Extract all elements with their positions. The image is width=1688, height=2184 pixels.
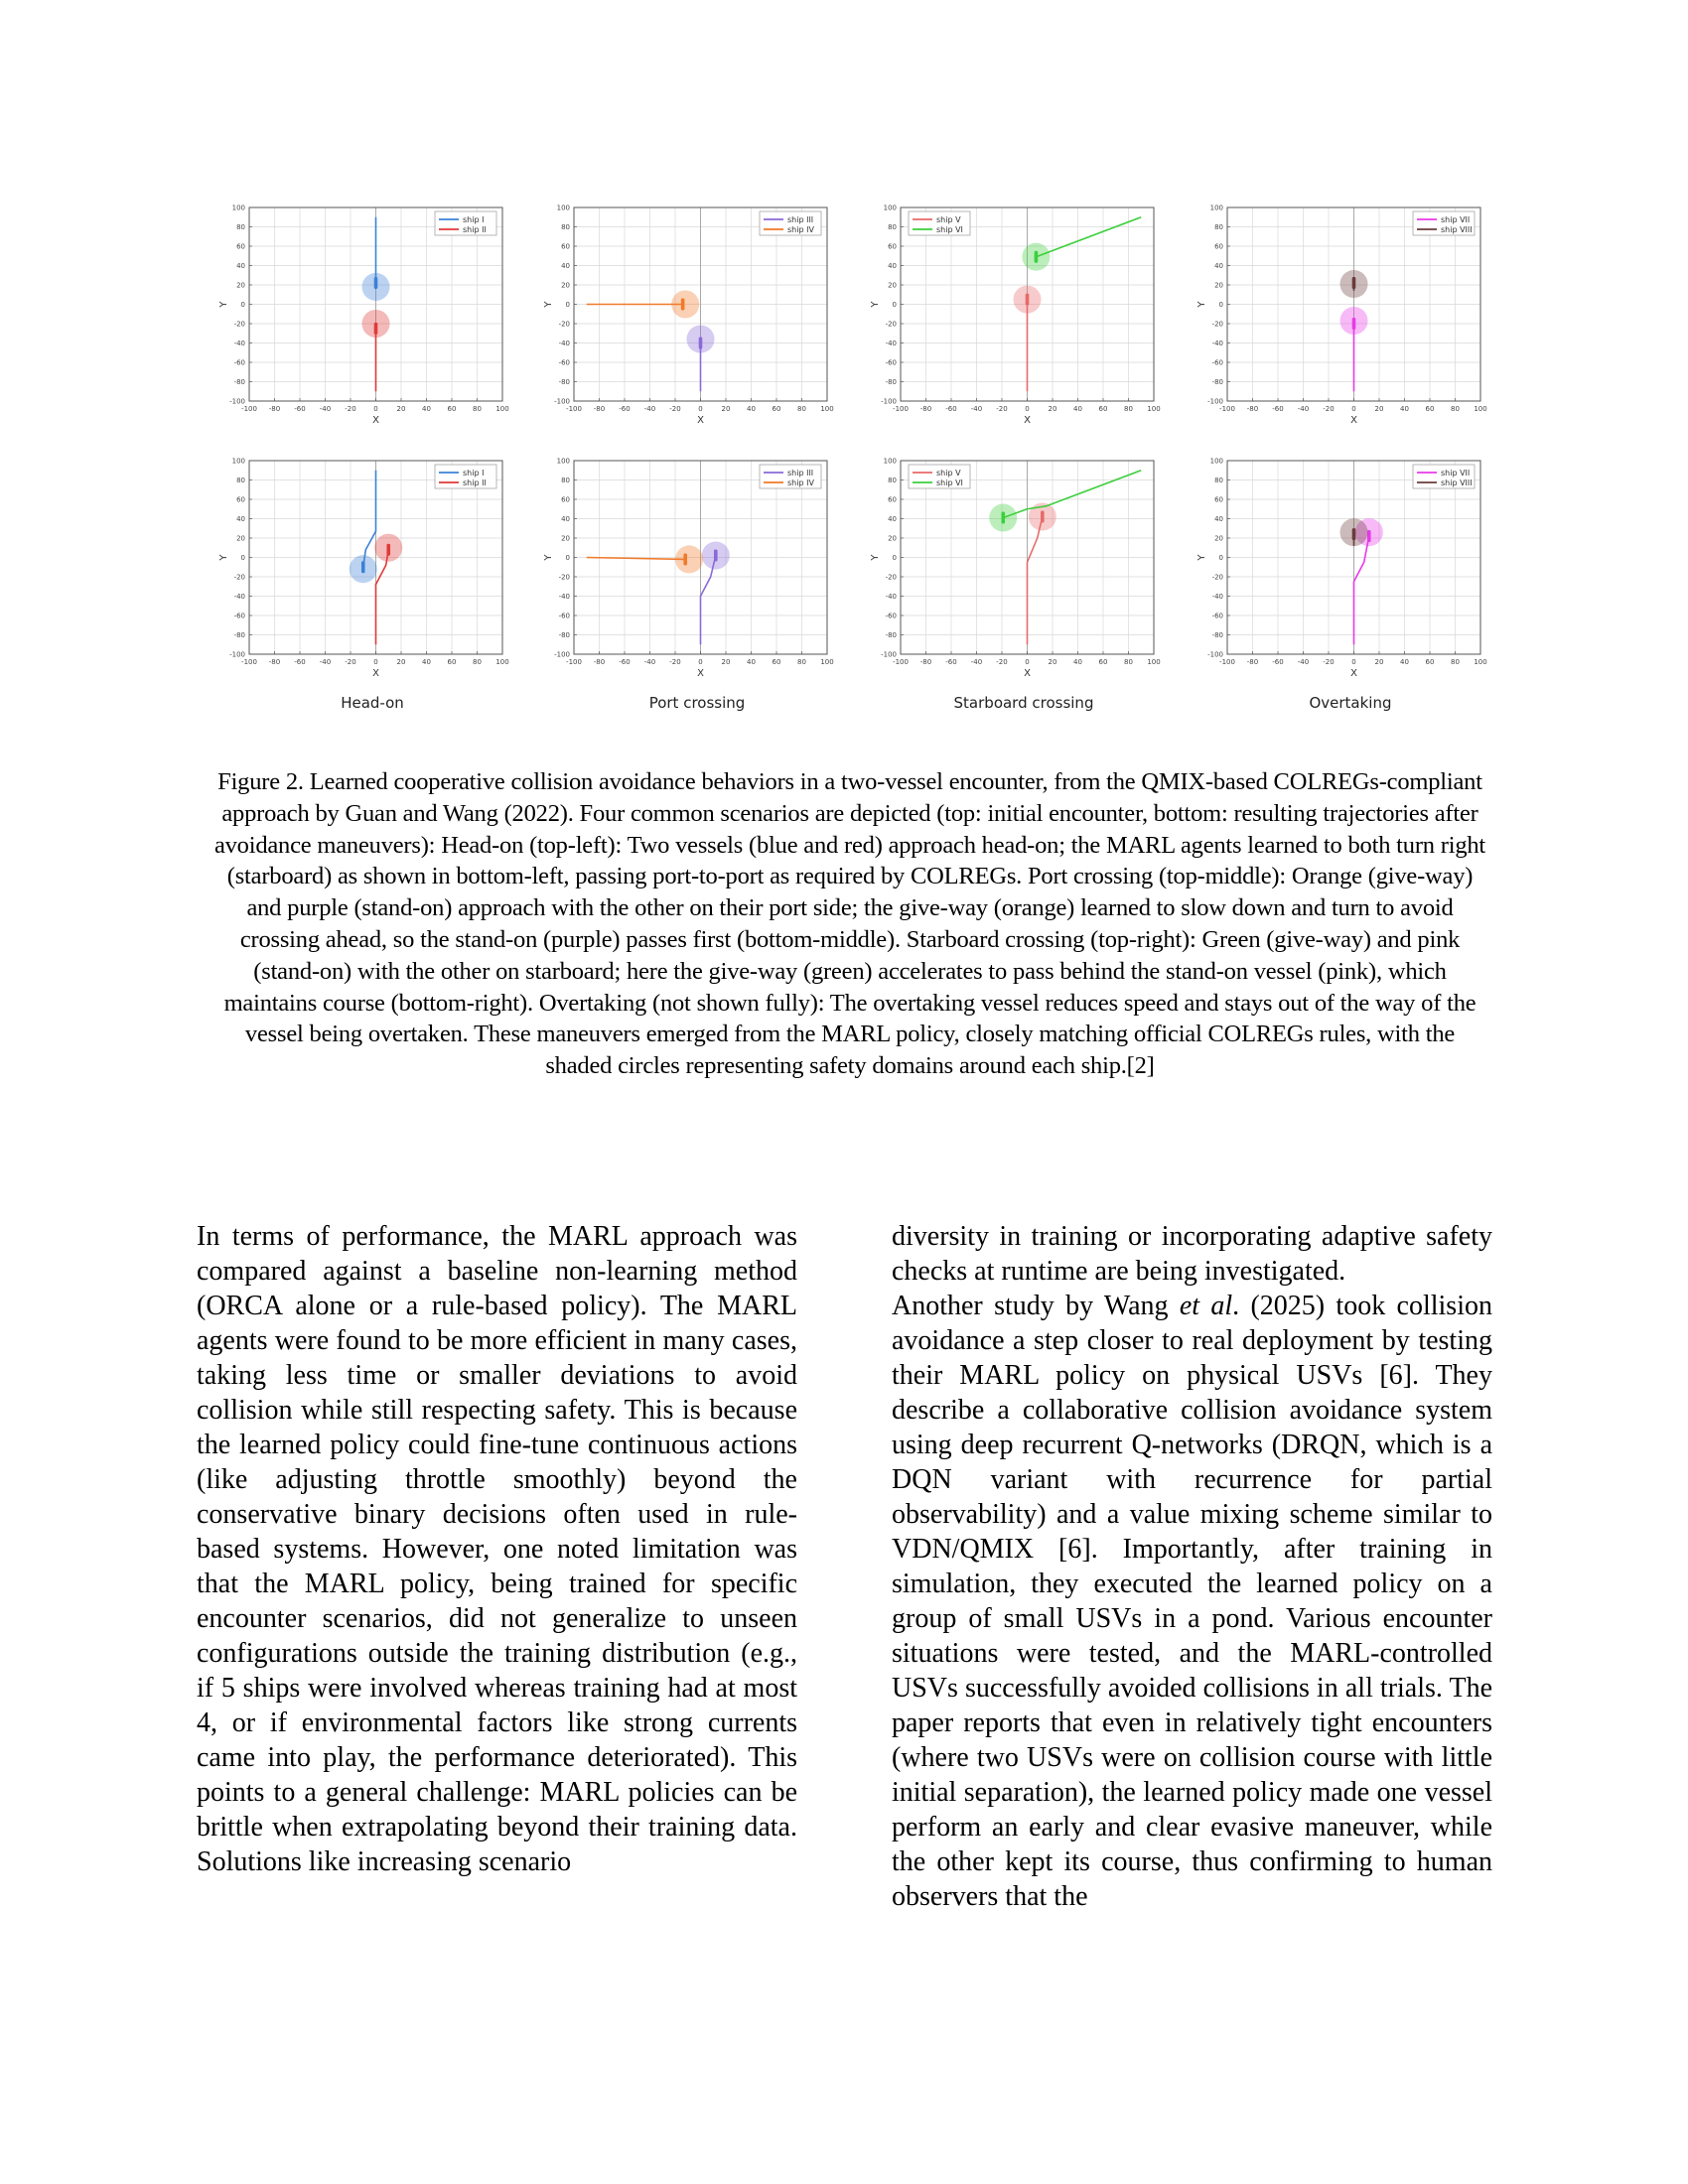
- svg-text:-40: -40: [319, 405, 332, 413]
- svg-text:60: 60: [1214, 495, 1223, 504]
- svg-text:-40: -40: [885, 593, 897, 601]
- svg-text:-100: -100: [1219, 405, 1235, 413]
- svg-text:20: 20: [236, 281, 245, 290]
- svg-text:-80: -80: [558, 631, 570, 639]
- svg-text:-40: -40: [885, 340, 897, 347]
- svg-text:100: 100: [495, 405, 509, 413]
- svg-text:Y: Y: [218, 301, 229, 308]
- svg-text:-20: -20: [1323, 658, 1335, 666]
- svg-text:-40: -40: [233, 593, 245, 601]
- svg-text:60: 60: [561, 495, 570, 504]
- svg-text:ship III: ship III: [787, 469, 814, 478]
- svg-text:40: 40: [1400, 405, 1409, 413]
- svg-text:-100: -100: [229, 397, 245, 406]
- svg-text:100: 100: [231, 457, 245, 466]
- svg-text:0: 0: [698, 405, 703, 413]
- svg-text:-100: -100: [1207, 397, 1223, 406]
- svg-text:60: 60: [888, 495, 897, 504]
- svg-text:Y: Y: [218, 554, 229, 561]
- svg-text:-40: -40: [558, 593, 570, 601]
- svg-text:0: 0: [892, 554, 897, 562]
- svg-text:0: 0: [240, 301, 245, 309]
- svg-text:100: 100: [495, 658, 509, 666]
- svg-text:0: 0: [1351, 405, 1356, 413]
- svg-text:40: 40: [1214, 515, 1223, 523]
- svg-text:20: 20: [721, 658, 731, 666]
- svg-text:100: 100: [1147, 658, 1161, 666]
- svg-text:-20: -20: [558, 320, 570, 329]
- svg-text:20: 20: [1374, 405, 1384, 413]
- svg-text:80: 80: [236, 477, 245, 484]
- svg-text:-60: -60: [619, 405, 631, 413]
- svg-text:20: 20: [561, 534, 570, 543]
- svg-text:-100: -100: [893, 405, 909, 413]
- svg-text:-80: -80: [1211, 631, 1223, 639]
- svg-text:-60: -60: [294, 658, 306, 666]
- svg-text:ship I: ship I: [463, 469, 485, 478]
- svg-text:X: X: [697, 668, 704, 679]
- svg-text:20: 20: [1048, 405, 1057, 413]
- svg-text:-80: -80: [268, 405, 281, 413]
- svg-text:60: 60: [447, 405, 457, 413]
- svg-text:0: 0: [1025, 405, 1030, 413]
- svg-text:-80: -80: [919, 405, 932, 413]
- svg-text:20: 20: [721, 405, 731, 413]
- trajectory-plot: [1192, 194, 1509, 427]
- svg-text:-60: -60: [1211, 358, 1223, 367]
- svg-text:-20: -20: [996, 658, 1008, 666]
- svg-text:-40: -40: [1211, 593, 1223, 601]
- svg-text:ship V: ship V: [936, 215, 961, 224]
- svg-text:40: 40: [561, 262, 570, 270]
- trajectory-plot: [538, 194, 856, 427]
- svg-text:100: 100: [883, 204, 897, 212]
- svg-text:20: 20: [1374, 658, 1384, 666]
- svg-text:-60: -60: [1211, 612, 1223, 620]
- plot-head-on-initial: [213, 194, 531, 427]
- svg-text:-80: -80: [268, 658, 281, 666]
- trajectory-plot: [865, 447, 1183, 680]
- svg-text:-20: -20: [885, 573, 897, 582]
- svg-text:ship III: ship III: [787, 215, 814, 224]
- plot-starboard-crossing-after: [865, 447, 1183, 680]
- svg-text:-20: -20: [345, 658, 356, 666]
- svg-text:X: X: [372, 415, 379, 426]
- svg-text:-100: -100: [1207, 650, 1223, 659]
- svg-text:-20: -20: [669, 658, 681, 666]
- svg-text:40: 40: [1400, 658, 1409, 666]
- svg-text:-60: -60: [945, 658, 957, 666]
- svg-text:80: 80: [236, 223, 245, 231]
- svg-text:0: 0: [1025, 658, 1030, 666]
- svg-text:100: 100: [556, 204, 570, 212]
- svg-text:Y: Y: [1196, 301, 1207, 308]
- svg-text:20: 20: [561, 281, 570, 290]
- svg-text:-80: -80: [919, 658, 932, 666]
- plot-head-on-after: [213, 447, 531, 680]
- svg-text:40: 40: [888, 262, 897, 270]
- svg-text:80: 80: [473, 405, 482, 413]
- svg-text:40: 40: [236, 262, 245, 270]
- svg-text:-100: -100: [881, 397, 897, 406]
- svg-text:60: 60: [447, 658, 457, 666]
- body-paragraph: In terms of performance, the MARL approach was compared against a baseline non-learning method (ORCA alone or a rule-based policy). The MARL agents were found to be more efficient in many cases, taking less time or smaller deviations to avoid collision while still respecting safety. This is because the learned policy could fine-tune continuous actions (like adjusting throttle smoothly) beyond the conservative binary decisions often used in rule-based systems. However, one noted limitation was that the MARL policy, being trained for specific encounter scenarios, did not generalize to unseen configurations outside the training distribution (e.g., if 5 ships were involved whereas training had at most 4, or if environmental factors like strong currents came into play, the performance deteriorated). This points to a general challenge: MARL policies can be brittle when extrapolating beyond their training data. Solutions like increasing scenario: [197, 1221, 797, 1877]
- svg-text:-40: -40: [970, 405, 983, 413]
- svg-text:100: 100: [1147, 405, 1161, 413]
- svg-text:-40: -40: [643, 405, 656, 413]
- svg-text:-20: -20: [1211, 320, 1223, 329]
- svg-text:X: X: [697, 415, 704, 426]
- svg-text:-60: -60: [885, 358, 897, 367]
- trajectory-plot: [213, 447, 531, 680]
- svg-text:40: 40: [236, 515, 245, 523]
- svg-text:-60: -60: [233, 612, 245, 620]
- svg-text:100: 100: [820, 658, 834, 666]
- svg-text:100: 100: [1209, 204, 1223, 212]
- svg-text:20: 20: [1048, 658, 1057, 666]
- svg-text:80: 80: [797, 658, 806, 666]
- svg-text:60: 60: [772, 405, 781, 413]
- svg-text:20: 20: [1214, 534, 1223, 543]
- svg-text:20: 20: [888, 534, 897, 543]
- body-paragraph: diversity in training or incorporating adaptive safety checks at runtime are being investigated.: [892, 1221, 1492, 1287]
- svg-text:40: 40: [561, 515, 570, 523]
- svg-text:20: 20: [1214, 281, 1223, 290]
- svg-text:ship VI: ship VI: [936, 478, 963, 487]
- svg-text:20: 20: [236, 534, 245, 543]
- svg-text:-80: -80: [1246, 658, 1259, 666]
- plot-port-crossing-after: [538, 447, 856, 680]
- svg-text:40: 40: [1073, 405, 1082, 413]
- svg-text:X: X: [1350, 668, 1357, 679]
- svg-text:-60: -60: [885, 612, 897, 620]
- svg-text:40: 40: [422, 658, 431, 666]
- svg-text:0: 0: [565, 301, 570, 309]
- svg-text:60: 60: [1425, 405, 1435, 413]
- svg-text:Y: Y: [870, 554, 881, 561]
- italic-text: et al: [1179, 1291, 1233, 1321]
- plot-overtaking-initial: [1192, 194, 1509, 427]
- text-span: Another study by Wang: [892, 1291, 1180, 1321]
- svg-text:ship II: ship II: [463, 225, 487, 234]
- svg-text:80: 80: [1451, 405, 1460, 413]
- svg-text:80: 80: [888, 223, 897, 231]
- svg-text:X: X: [372, 668, 379, 679]
- svg-text:80: 80: [797, 405, 806, 413]
- svg-text:-40: -40: [1211, 340, 1223, 347]
- svg-text:40: 40: [747, 658, 756, 666]
- svg-text:-100: -100: [229, 650, 245, 659]
- svg-text:-100: -100: [554, 650, 570, 659]
- svg-text:100: 100: [556, 457, 570, 466]
- svg-text:0: 0: [892, 301, 897, 309]
- svg-text:ship VI: ship VI: [936, 225, 963, 234]
- svg-text:-60: -60: [558, 612, 570, 620]
- svg-text:100: 100: [231, 204, 245, 212]
- svg-text:-20: -20: [1211, 573, 1223, 582]
- svg-text:-80: -80: [233, 631, 245, 639]
- svg-text:ship V: ship V: [936, 469, 961, 478]
- svg-text:-40: -40: [1297, 405, 1310, 413]
- svg-text:-20: -20: [885, 320, 897, 329]
- svg-text:-20: -20: [233, 573, 245, 582]
- svg-text:0: 0: [565, 554, 570, 562]
- svg-text:ship VII: ship VII: [1441, 469, 1471, 478]
- svg-text:ship VII: ship VII: [1441, 215, 1471, 224]
- svg-text:-100: -100: [881, 650, 897, 659]
- trajectory-plot: [213, 194, 531, 427]
- svg-text:-40: -40: [319, 658, 332, 666]
- svg-text:-40: -40: [233, 340, 245, 347]
- svg-text:-20: -20: [233, 320, 245, 329]
- svg-text:Y: Y: [543, 554, 554, 561]
- svg-text:-100: -100: [241, 658, 257, 666]
- svg-text:100: 100: [883, 457, 897, 466]
- svg-text:Y: Y: [1196, 554, 1207, 561]
- svg-text:60: 60: [1214, 242, 1223, 251]
- svg-text:X: X: [1350, 415, 1357, 426]
- svg-text:-100: -100: [566, 658, 582, 666]
- svg-text:-20: -20: [345, 405, 356, 413]
- svg-text:X: X: [1024, 415, 1031, 426]
- svg-text:100: 100: [1209, 457, 1223, 466]
- svg-text:60: 60: [236, 495, 245, 504]
- svg-text:0: 0: [240, 554, 245, 562]
- trajectory-plot: [865, 194, 1183, 427]
- svg-text:-40: -40: [643, 658, 656, 666]
- svg-text:-80: -80: [1211, 378, 1223, 386]
- svg-text:60: 60: [888, 242, 897, 251]
- svg-text:40: 40: [1073, 658, 1082, 666]
- svg-text:40: 40: [1214, 262, 1223, 270]
- scenario-label-head-on: Head-on: [341, 694, 404, 712]
- svg-text:-100: -100: [566, 405, 582, 413]
- body-column-left: [197, 1219, 797, 1879]
- plot-overtaking-after: [1192, 447, 1509, 680]
- scenario-label-port-crossing: Port crossing: [648, 694, 746, 712]
- svg-text:100: 100: [1474, 405, 1487, 413]
- svg-text:0: 0: [1351, 658, 1356, 666]
- trajectory-plot: [1192, 447, 1509, 680]
- svg-text:40: 40: [422, 405, 431, 413]
- svg-text:80: 80: [1214, 223, 1223, 231]
- plot-port-crossing-initial: [538, 194, 856, 427]
- plot-starboard-crossing-initial: [865, 194, 1183, 427]
- svg-text:-100: -100: [1219, 658, 1235, 666]
- svg-text:-40: -40: [1297, 658, 1310, 666]
- scenario-label-starboard-crossing: Starboard crossing: [953, 694, 1094, 712]
- svg-text:-100: -100: [241, 405, 257, 413]
- trajectory-plot: [538, 447, 856, 680]
- svg-text:-80: -80: [233, 378, 245, 386]
- svg-text:-80: -80: [885, 631, 897, 639]
- svg-text:-60: -60: [619, 658, 631, 666]
- svg-text:-80: -80: [885, 378, 897, 386]
- svg-text:80: 80: [1214, 477, 1223, 484]
- svg-text:60: 60: [1425, 658, 1435, 666]
- svg-text:Y: Y: [543, 301, 554, 308]
- svg-text:ship I: ship I: [463, 215, 485, 224]
- svg-text:60: 60: [1098, 658, 1108, 666]
- svg-text:80: 80: [473, 658, 482, 666]
- svg-text:ship IV: ship IV: [787, 225, 814, 234]
- svg-text:-20: -20: [996, 405, 1008, 413]
- svg-text:X: X: [1024, 668, 1031, 679]
- svg-text:0: 0: [698, 658, 703, 666]
- svg-text:Y: Y: [870, 301, 881, 308]
- svg-text:80: 80: [561, 223, 570, 231]
- svg-text:-60: -60: [294, 405, 306, 413]
- svg-text:-20: -20: [669, 405, 681, 413]
- svg-text:20: 20: [396, 405, 406, 413]
- svg-text:20: 20: [396, 658, 406, 666]
- svg-text:60: 60: [236, 242, 245, 251]
- svg-text:0: 0: [1218, 301, 1223, 309]
- svg-text:-20: -20: [1323, 405, 1335, 413]
- svg-text:-40: -40: [970, 658, 983, 666]
- svg-text:-20: -20: [558, 573, 570, 582]
- svg-text:ship VIII: ship VIII: [1441, 478, 1473, 487]
- svg-text:-100: -100: [554, 397, 570, 406]
- svg-text:0: 0: [1218, 554, 1223, 562]
- svg-text:60: 60: [1098, 405, 1108, 413]
- svg-text:80: 80: [1124, 658, 1133, 666]
- svg-text:ship VIII: ship VIII: [1441, 225, 1473, 234]
- svg-text:100: 100: [820, 405, 834, 413]
- svg-text:60: 60: [772, 658, 781, 666]
- svg-text:0: 0: [373, 658, 378, 666]
- scenario-label-overtaking: Overtaking: [1309, 694, 1392, 712]
- svg-text:-100: -100: [893, 658, 909, 666]
- svg-text:80: 80: [1124, 405, 1133, 413]
- svg-text:-60: -60: [945, 405, 957, 413]
- svg-text:-80: -80: [593, 405, 606, 413]
- svg-text:80: 80: [561, 477, 570, 484]
- svg-text:ship II: ship II: [463, 478, 487, 487]
- svg-text:100: 100: [1474, 658, 1487, 666]
- text-span: . (2025) took collision avoidance a step closer to real deployment by testing their MARL policy on physical USVs [6]. They describe a collaborative collision avoidance system using deep recurrent Q-networks (DRQN, which is a DQN variant with recurrence for partial observability) and a value mixing scheme similar to VDN/QMIX [6]. Importantly, after training in simulation, they executed the learned policy on a group of small USVs in a pond. Various encounter situations were tested, and the MARL-controlled USVs successfully avoided collisions in all trials. The paper reports that even in relatively tight encounters (where two USVs were on collision course with little initial separation), the learned policy made one vessel perform an early and clear evasive maneuver, while the other kept its course, thus confirming to human observers that the: [892, 1291, 1492, 1912]
- svg-text:-80: -80: [1246, 405, 1259, 413]
- svg-text:40: 40: [747, 405, 756, 413]
- svg-text:-80: -80: [558, 378, 570, 386]
- figure-caption: Figure 2. Learned cooperative collision avoidance behaviors in a two-vessel encounter, from the QMIX-based COLREGs-compliant approach by Guan and Wang (2022). Four common scenarios are depicted (top: initial encounter, bottom: resulting trajectories after avoidance maneuvers): Head-on (top-left): Two vessels (blue and red) approach head-on; the MARL agents learned to both turn right (starboard) as shown in bottom-left, passing port-to-port as required by COLREGs. Port crossing (top-middle): Orange (give-way) and purple (stand-on) approach with the other on their port side; the give-way (orange) learned to slow down and turn to avoid crossing ahead, so the stand-on (purple) passes first (bottom-middle). Starboard crossing (top-right): Green (give-way) and pink (stand-on) with the other on starboard; here the give-way (green) accelerates to pass behind the stand-on vessel (pink), which maintains course (bottom-right). Overtaking (not shown fully): The overtaking vessel reduces speed and stays out of the way of the vessel being overtaken. These maneuvers emerged from the MARL policy, closely matching official COLREGs rules, with the shaded circles representing safety domains around each ship.[2]: [213, 768, 1486, 1080]
- svg-text:80: 80: [888, 477, 897, 484]
- svg-text:40: 40: [888, 515, 897, 523]
- svg-text:-80: -80: [593, 658, 606, 666]
- svg-text:80: 80: [1451, 658, 1460, 666]
- svg-text:0: 0: [373, 405, 378, 413]
- figure-2: [213, 194, 1504, 730]
- svg-text:-60: -60: [233, 358, 245, 367]
- svg-text:60: 60: [561, 242, 570, 251]
- body-column-right: [892, 1219, 1492, 1914]
- svg-text:-40: -40: [558, 340, 570, 347]
- svg-text:-60: -60: [1272, 405, 1284, 413]
- svg-text:-60: -60: [558, 358, 570, 367]
- svg-text:ship IV: ship IV: [787, 478, 814, 487]
- body-paragraph: [892, 1289, 1492, 1914]
- svg-text:20: 20: [888, 281, 897, 290]
- svg-text:-60: -60: [1272, 658, 1284, 666]
